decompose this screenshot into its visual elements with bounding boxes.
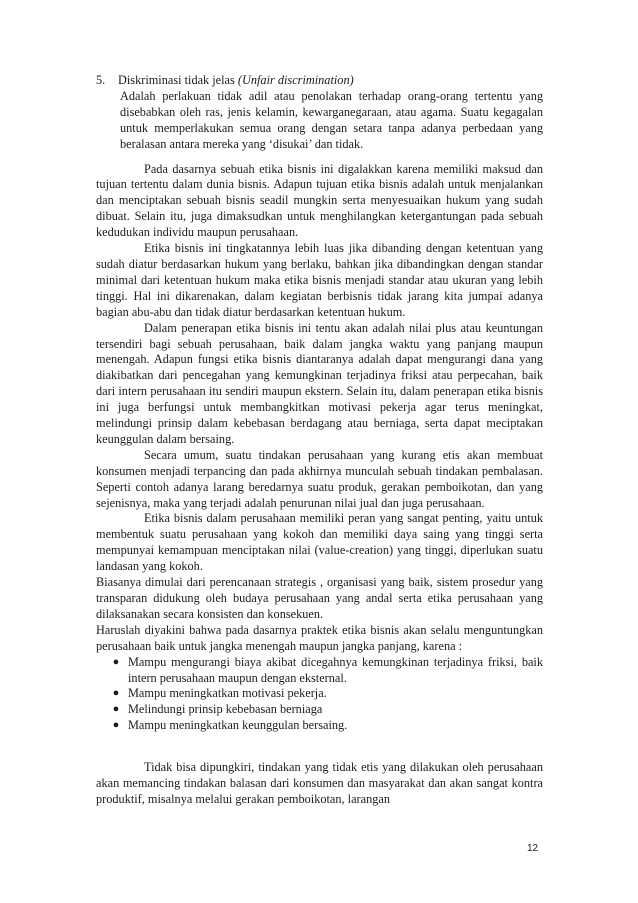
paragraph: Dalam penerapan etika bisnis ini tentu akan adalah nilai plus atau keuntungan tersendiri bagi sebuah perusahaan, baik dalam jangka waktu yang panjang maupun menengah. Adapun fungsi etika bisnis diantaranya adalah dapat mengurangi dana yang diakibatkan dari pencegahan yang kemungkinan terjadinya friksi atau perpecahan, baik dari intern perusahaan itu sendiri maupun ekstern. Selain itu, dalam penerapan etika bisnis ini juga berfungsi untuk membangkitkan motivasi pekerja agar terus meningkat, melindungi prinsip dalam kebebasan berdagang atau berniaga, serta dapat meciptakan keunggulan dalam bersaing. [96,320,543,446]
paragraph: Biasanya dimulai dari perencanaan strategis , organisasi yang baik, sistem prosedur yang transparan didukung oleh budaya perusahaan yang andal serta etika perusahaan yang dilaksanakan secara konsisten dan konsekuen. [96,575,543,621]
bullet-icon: ● [112,703,120,716]
paragraph: Etika bisnis ini tingkatannya lebih luas jika dibanding dengan ketentuan yang sudah diatur berdasarkan hukum yang berlaku, bahkan jika dibandingkan dengan standar minimal dari ketentuan hukum maka etika bisnis menjadi standar atau ukuran yang lebih tinggi. Hal ini dikarenakan, dalam kegiatan berbisnis tidak jarang kita jumpai adanya bagian abu-abu dan tidak diatur berdasarkan ketentuan hukum. [96,241,543,319]
benefit-list [96,655,543,735]
item-definition: Adalah perlakuan tidak adil atau penolakan terhadap orang-orang tertentu yang disebabkan oleh ras, jenis kelamin, kewarganegaraan, atau agama. Suatu kegagalan untuk memperlakukan semua orang dengan setara tanpa adanya perbedaan yang beralasan antara mereka yang ‘disukai’ dan tidak. [120,88,543,151]
list-item: ● Melindungi prinsip kebebasan berniaga [96,702,543,718]
item-title-english: (Unfair discrimination) [237,73,354,87]
list-item-5 [96,73,543,153]
list-item: ● Mampu mengurangi biaya akibat dicegahnya kemungkinan terjadinya friksi, baik intern perusahaan maupun dengan eksternal. [96,655,543,687]
page-number: 12 [527,843,539,854]
list-item: ● Mampu meningkatkan motivasi pekerja. [96,686,543,702]
paragraph: Pada dasarnya sebuah etika bisnis ini digalakkan karena memiliki maksud dan tujuan tertentu dalam dunia bisnis. Adapun tujuan etika bisnis adalah untuk menjalankan dan menciptakan sebuah bisnis seadil mungkin serta menyesuaikan hukum yang sudah dibuat. Selain itu, juga dimaksudkan untuk menghilangkan ketergantungan pada sebuah kedudukan individu maupun perusahaan. [96,161,543,240]
list-item: ● Mampu meningkatkan keunggulan bersaing. [96,718,543,734]
bullet-icon: ● [112,719,120,732]
paragraph: Secara umum, suatu tindakan perusahaan yang kurang etis akan membuat konsumen menjadi terpancing dan pada akhirnya munculah sebuah tindakan pembalasan. Seperti contoh adanya larang beredarnya suatu produk, gerakan pemboikotan, dan yang sejenisnya, maka yang terjadi adalah penurunan nilai jual dan juga perusahaan. [96,447,543,510]
bullet-icon: ● [112,687,120,700]
closing-paragraph: Tidak bisa dipungkiri, tindakan yang tidak etis yang dilakukan oleh perusahaan akan memancing tindakan balasan dari konsumen dan masyarakat dan akan sangat kontra produktif, misalnya melalui gerakan pemboikotan, larangan [96,760,543,806]
page-body [96,73,543,808]
paragraph: Haruslah diyakini bahwa pada dasarnya praktek etika bisnis akan selalu menguntungkan perusahaan baik untuk jangka menengah maupun jangka panjang, karena : [96,622,543,653]
paragraph: Etika bisnis dalam perusahaan memiliki peran yang sangat penting, yaitu untuk membentuk suatu perusahaan yang kokoh dan memiliki daya saing yang tinggi serta mempunyai kemampuan menciptakan nilai (value-creation) yang tinggi, diperlukan suatu landasan yang kokoh. [96,511,543,574]
item-number: 5. [96,73,106,87]
bullet-icon: ● [112,655,120,668]
item-title: Diskriminasi tidak jelas [118,73,235,87]
